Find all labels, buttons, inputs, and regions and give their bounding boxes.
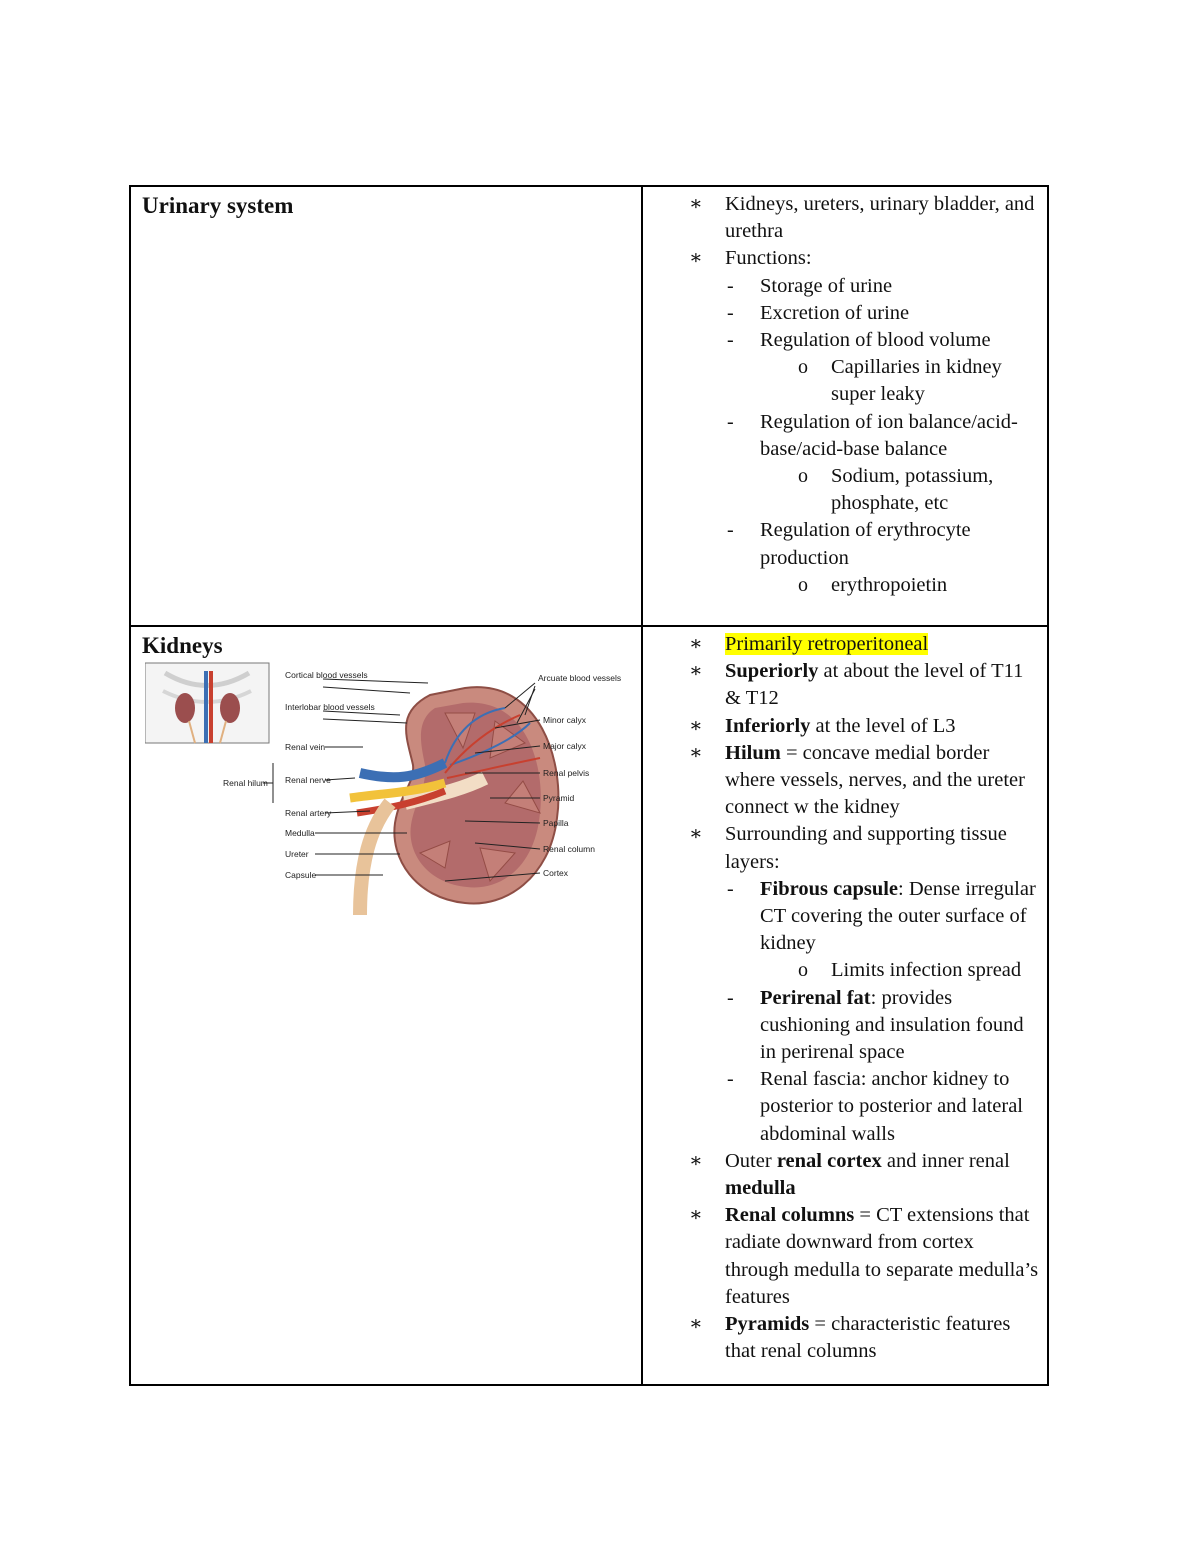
bullet-marker: ∗ — [689, 741, 703, 764]
bullet-marker: o — [798, 573, 808, 596]
highlighted-text: Primarily retroperitoneal — [725, 633, 929, 655]
note-text — [760, 519, 971, 568]
diagram-label-arcuate: Arcuate blood vessels — [538, 673, 622, 683]
note-item — [643, 300, 1039, 327]
note-text-part: : provides cushioning and insulation found in perirenal space — [760, 986, 1024, 1064]
bullet-marker: ∗ — [689, 660, 703, 683]
note-item — [643, 245, 1039, 272]
note-text-part: Kidneys, ureters, urinary bladder, and urethra — [725, 193, 1035, 243]
diagram-label-renal-nerve: Renal nerve — [285, 775, 331, 785]
key-term: Hilum — [725, 741, 781, 764]
diagram-label-renal-pelvis: Renal pelvis — [543, 768, 590, 778]
bullet-marker: o — [798, 465, 808, 488]
note-text-part: at about the level of T11 & T12 — [725, 660, 1024, 710]
note-text — [725, 660, 1023, 709]
note-text — [725, 1150, 1010, 1199]
inset-left-kidney — [175, 693, 195, 723]
note-item — [643, 631, 1039, 658]
ureter-shape — [360, 803, 390, 915]
bullet-marker: - — [727, 986, 734, 1009]
note-text — [725, 1204, 1038, 1308]
bullet-marker: ∗ — [689, 1149, 703, 1172]
note-text-part: Storage of urine — [760, 274, 893, 297]
note-text-part: Sodium, potassium, phosphate, etc — [831, 465, 994, 515]
bullet-marker: - — [727, 1068, 734, 1091]
note-item — [643, 876, 1039, 958]
inset-right-kidney — [220, 693, 240, 723]
note-text-part: : Dense irregular CT covering the outer surface of kidney — [760, 877, 1036, 955]
bullet-marker: - — [727, 274, 734, 297]
note-text — [725, 247, 812, 269]
note-text-part: Surrounding and supporting tissue layers: — [725, 823, 1007, 873]
note-text — [760, 987, 1024, 1063]
kidney-anatomy-diagram — [145, 653, 625, 923]
bullet-marker: o — [798, 959, 808, 982]
note-text-part: Regulation of erythrocyte production — [760, 519, 971, 569]
note-text — [760, 329, 991, 351]
diagram-label-papilla: Papilla — [543, 818, 569, 828]
note-text — [725, 823, 1007, 872]
bullet-marker: ∗ — [689, 823, 703, 846]
note-text — [831, 959, 1021, 981]
term-cell — [130, 186, 642, 626]
note-item — [643, 572, 1039, 599]
diagram-label-renal-hilum: Renal hilum — [223, 778, 268, 788]
note-text — [760, 878, 1036, 954]
bullet-marker: - — [727, 301, 734, 324]
notes-list — [643, 627, 1047, 1365]
note-item — [643, 463, 1039, 517]
note-item — [643, 327, 1039, 354]
note-text-part: = CT extensions that radiate downward from cortex through medulla to separate medulla’s features — [725, 1204, 1039, 1308]
note-item — [643, 409, 1039, 463]
diagram-label-capsule: Capsule — [285, 870, 317, 880]
note-item — [643, 658, 1039, 712]
notes-cell — [642, 626, 1048, 1385]
term-heading: Kidneys — [142, 633, 223, 658]
bullet-marker: ∗ — [689, 193, 703, 215]
key-term: renal cortex — [776, 1149, 882, 1172]
note-item — [643, 1202, 1039, 1311]
diagram-label-renal-column: Renal column — [543, 844, 595, 854]
note-item — [643, 273, 1039, 300]
note-text-part: = characteristic features that renal columns — [725, 1313, 1011, 1363]
note-text-part: Capillaries in kidney super leaky — [831, 356, 1002, 406]
note-text-part: Outer — [725, 1149, 777, 1172]
bullet-marker: ∗ — [689, 1313, 703, 1336]
notes-cell — [642, 186, 1048, 626]
table-row — [130, 186, 1048, 626]
bullet-marker: ∗ — [689, 714, 703, 737]
note-item — [643, 517, 1039, 571]
note-text-part: = concave medial border where vessels, nerves, and the ureter connect w the kidney — [725, 741, 1025, 819]
note-text — [725, 193, 1034, 242]
bullet-marker: ∗ — [689, 633, 703, 655]
note-text — [725, 1313, 1010, 1362]
diagram-label-cortical: Cortical blood vessels — [285, 670, 368, 680]
note-text — [760, 411, 1018, 460]
key-term: Fibrous capsule — [760, 877, 899, 900]
inset-torso-image — [145, 663, 269, 743]
diagram-label-cortex: Cortex — [543, 868, 569, 878]
diagram-label-interlobar: Interlobar blood vessels — [285, 702, 375, 712]
diagram-label-renal-artery: Renal artery — [285, 808, 332, 818]
note-item — [643, 1066, 1039, 1148]
bullet-marker: - — [727, 877, 734, 900]
note-text-part: erythropoietin — [831, 573, 948, 596]
note-item — [643, 957, 1039, 984]
diagram-label-ureter: Ureter — [285, 849, 309, 859]
diagram-label-major-calyx: Major calyx — [543, 741, 586, 751]
key-term: Renal columns — [725, 1204, 855, 1227]
key-term: Superiorly — [725, 660, 819, 683]
bullet-marker: ∗ — [689, 1204, 703, 1227]
note-text — [725, 742, 1025, 818]
diagram-label-renal-vein: Renal vein — [285, 742, 326, 752]
note-text-part: Regulation of blood volume — [760, 329, 991, 352]
diagram-label-pyramid: Pyramid — [543, 793, 575, 803]
bullet-marker: - — [727, 519, 734, 542]
key-term: Perirenal fat — [760, 986, 871, 1009]
note-item — [643, 191, 1039, 245]
note-text — [760, 1068, 1023, 1144]
note-text-part: Functions: — [725, 247, 812, 270]
diagram-label-minor-calyx: Minor calyx — [543, 715, 586, 725]
note-item — [643, 713, 1039, 740]
note-item — [643, 1148, 1039, 1202]
note-text — [760, 302, 909, 324]
note-text — [831, 356, 1002, 405]
note-text-part: and inner renal — [881, 1149, 1010, 1172]
note-item — [643, 985, 1039, 1067]
note-text — [831, 465, 993, 514]
notes-list — [643, 187, 1047, 599]
note-text — [725, 633, 928, 655]
note-item — [643, 1311, 1039, 1365]
note-item — [643, 354, 1039, 408]
diagram-label-medulla: Medulla — [285, 828, 315, 838]
key-term: medulla — [725, 1177, 796, 1200]
note-text-part: Renal fascia: anchor kidney to posterior to posterior and lateral abdominal walls — [760, 1068, 1023, 1145]
bullet-marker: ∗ — [689, 247, 703, 270]
key-term: Inferiorly — [725, 714, 811, 737]
bullet-marker: - — [727, 410, 734, 433]
note-text-part: at the level of L3 — [810, 714, 956, 737]
note-text — [831, 574, 947, 596]
bullet-marker: o — [798, 356, 808, 379]
note-text-part: Excretion of urine — [760, 301, 910, 324]
note-text-part: Regulation of ion balance/acid-base/acid-base balance — [760, 410, 1018, 460]
note-text-part: Limits infection spread — [831, 959, 1022, 982]
note-text — [725, 715, 956, 737]
key-term: Pyramids — [725, 1313, 810, 1336]
note-item — [643, 740, 1039, 822]
note-item — [643, 821, 1039, 875]
term-heading: Urinary system — [142, 193, 294, 218]
bullet-marker: - — [727, 329, 734, 352]
note-text — [760, 275, 892, 297]
